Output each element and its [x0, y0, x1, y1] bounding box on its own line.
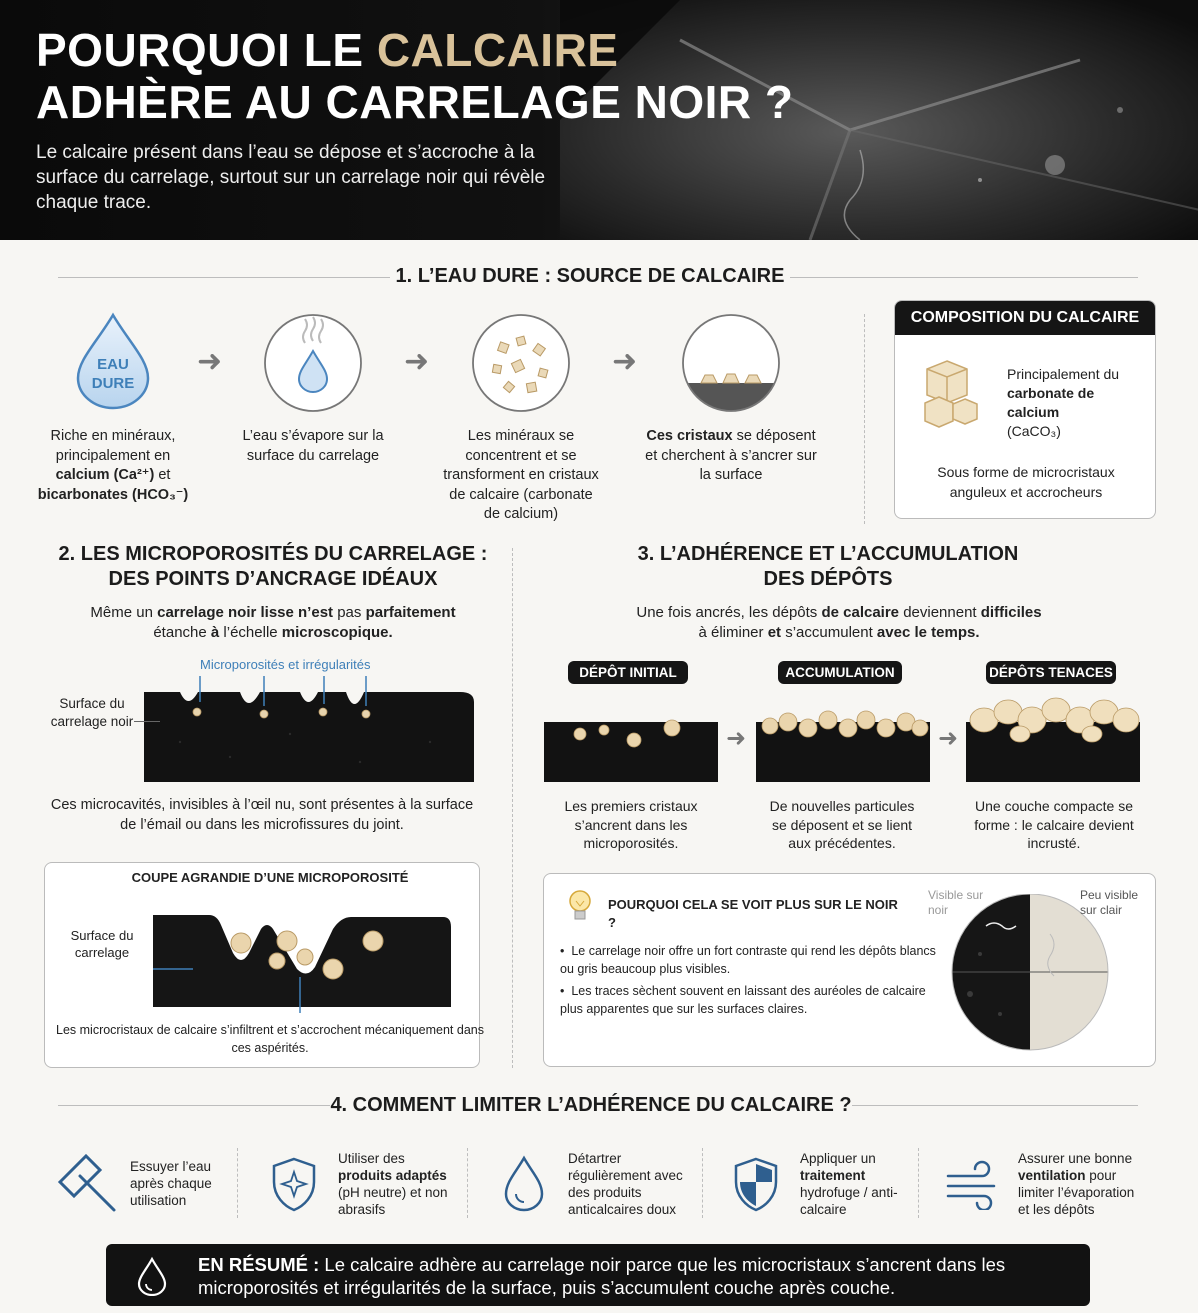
crystals-forming-icon	[469, 313, 573, 413]
hero-banner	[0, 0, 1198, 240]
shield-icon	[270, 1156, 318, 1212]
wind-icon	[944, 1158, 1000, 1210]
composition-text: Principalement du carbonate de calcium (CaCO₃)	[1007, 366, 1120, 439]
divider	[852, 1105, 1138, 1106]
step-4-text: Ces cristaux se déposent et cherchent à s’ancrer sur la surface	[645, 428, 817, 483]
stage-1-label: DÉPÔT INITIAL	[568, 661, 688, 684]
section-4-title: 4. COMMENT LIMITER L’ADHÉRENCE DU CALCAIRE ?	[330, 1094, 852, 1116]
drop-label-dure: DURE	[91, 375, 135, 392]
divider	[512, 548, 513, 1068]
stage-3-caption: Une couche compacte se forme : le calcaire devient incrusté.	[974, 798, 1134, 851]
zoom-caption: Les microcristaux de calcaire s’infiltrent et s’accrochent mécaniquement dans ces aspérités.	[56, 1023, 484, 1055]
zoom-surface-label: Surface du carrelage	[70, 928, 134, 960]
arrow-right-icon: ➜	[197, 345, 223, 378]
summary-banner	[106, 1244, 1090, 1306]
squeegee-icon	[56, 1152, 118, 1214]
tip-4-text: Appliquer un traitement hydrofuge / anti-calcaire	[800, 1151, 898, 1217]
zoom-box	[44, 862, 484, 1068]
drop-icon	[136, 1256, 168, 1296]
why-bullet-2: • Les traces sèchent souvent en laissant des auréoles de calcaire plus apparentes que sur les surfaces claires.	[560, 984, 926, 1016]
drop-icon	[502, 1154, 546, 1214]
evaporation-icon	[261, 313, 365, 413]
why-black-box	[543, 873, 1156, 1067]
tip-2-text: Utiliser des produits adaptés (pH neutre) et non abrasifs	[338, 1151, 448, 1217]
section-3-intro: Une fois ancrés, les dépôts de calcaire deviennent difficiles à éliminer et s’accumulent avec le temps.	[636, 604, 1042, 641]
tip-1-text: Essuyer l’eau après chaque utilisation	[130, 1159, 212, 1208]
divider	[58, 1105, 330, 1106]
composition-note: Sous forme de microcristaux anguleux et accrocheurs	[937, 464, 1115, 500]
composition-title: COMPOSITION DU CALCAIRE	[895, 301, 1155, 335]
tile-surface-cross-section	[140, 672, 480, 786]
stage-3-diagram	[964, 694, 1142, 784]
microporosity-label: Microporosités et irrégularités	[200, 657, 371, 672]
zoomed-pore-diagram	[137, 899, 463, 1013]
divider	[58, 277, 390, 278]
stage-2-caption: De nouvelles particules se déposent et se lient aux précédentes.	[769, 798, 915, 851]
step-1-text: Riche en minéraux, principalement en calcium (Ca²⁺) et bicarbonates (HCO₃⁻)	[37, 428, 189, 503]
summary-text: EN RÉSUMÉ : Le calcaire adhère au carrelage noir parce que les microcristaux s’ancrent dans les microporosités et irrégularités de la surface, puis s’accumulent couche après couche.	[198, 1254, 1006, 1298]
arrow-right-icon: ➜	[938, 725, 959, 752]
zoom-title: COUPE AGRANDIE D’UNE MICROPOROSITÉ	[131, 870, 409, 885]
surface-label: Surface du carrelage noir	[50, 696, 134, 729]
step-3-text: Les minéraux se concentrent et se transforment en cristaux de calcaire (carbonate de calcium)	[443, 428, 599, 522]
divider	[790, 277, 1138, 278]
section-1-title: 1. L’EAU DURE : SOURCE DE CALCAIRE	[395, 265, 785, 287]
divider	[467, 1148, 468, 1218]
peu-visible-label: Peu visible sur clair	[1080, 888, 1139, 917]
why-bullet-1: • Le carrelage noir offre un fort contraste qui rend les dépôts blancs ou gris beaucoup plus visibles.	[560, 944, 936, 976]
page-subtitle: Le calcaire présent dans l’eau se dépose et s’accroche à la surface du carrelage, surtout sur un carrelage noir qui révèle chaque trace.	[36, 142, 546, 213]
divider	[237, 1148, 238, 1218]
stage-3-label: DÉPÔTS TENACES	[986, 661, 1116, 684]
stage-1-caption: Les premiers cristaux s’ancrent dans les microporosités.	[564, 798, 698, 851]
shield-check-icon	[732, 1156, 780, 1212]
section-2-title: 2. LES MICROPOROSITÉS DU CARRELAGE : DES POINTS D’ANCRAGE IDÉAUX	[58, 543, 488, 590]
divider	[702, 1148, 703, 1218]
calcium-carbonate-cubes-icon	[917, 357, 991, 429]
drop-label-eau: EAU	[97, 356, 129, 373]
microporosity-caption: Ces microcavités, invisibles à l’œil nu, sont présentes à la surface de l’émail ou dans les microfissures du joint.	[50, 797, 474, 833]
stage-1-diagram	[542, 712, 720, 784]
tip-3-text: Détartrer régulièrement avec des produits anticalcaires doux	[568, 1151, 683, 1217]
arrow-right-icon: ➜	[612, 345, 638, 378]
why-title: POURQUOI CELA SE VOIT PLUS SUR LE NOIR ?	[608, 897, 898, 930]
visible-label: Visible sur noir	[928, 888, 984, 917]
divider	[918, 1148, 919, 1218]
leader-line	[134, 721, 160, 722]
page-title: POURQUOI LE CALCAIRE ADHÈRE AU CARRELAGE NOIR ?	[36, 24, 794, 128]
arrow-right-icon: ➜	[404, 345, 430, 378]
crystals-deposit-icon	[679, 313, 783, 413]
stage-2-diagram	[754, 706, 932, 784]
step-2-text: L’eau s’évapore sur la surface du carrelage	[242, 428, 384, 464]
tip-5-text: Assurer une bonne ventilation pour limiter l’évaporation et les dépôts	[1018, 1151, 1135, 1217]
divider	[864, 314, 865, 524]
hard-water-drop-icon	[74, 312, 152, 412]
composition-box	[894, 300, 1156, 519]
stage-2-label: ACCUMULATION	[778, 661, 902, 684]
lightbulb-icon	[566, 888, 594, 924]
section-2-intro: Même un carrelage noir lisse n’est pas parfaitement étanche à l’échelle microscopique.	[90, 604, 456, 641]
section-3-title: 3. L’ADHÉRENCE ET L’ACCUMULATION DES DÉPÔTS	[637, 543, 1019, 590]
arrow-right-icon: ➜	[726, 725, 747, 752]
